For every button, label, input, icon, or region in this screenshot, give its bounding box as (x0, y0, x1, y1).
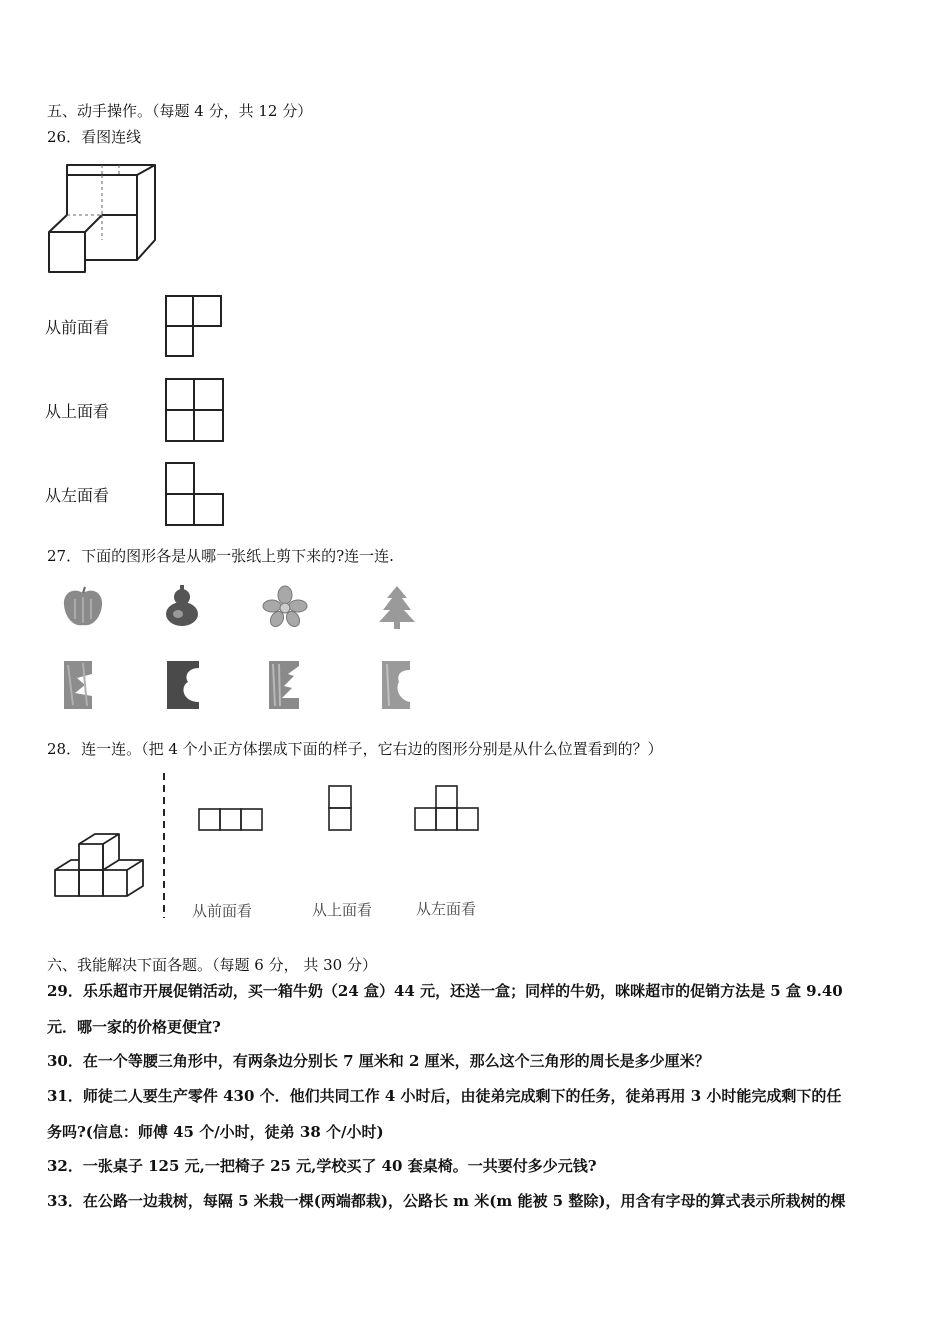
question-31-line-2: 务吗?(信息：师傅 45 个/小时，徒弟 38 个/小时) (47, 1123, 384, 1141)
question-28-title: 28．连一连。（把 4 个小正方体摆成下面的样子，它右边的图形分别是从什么位置看到的？） (47, 740, 663, 758)
q26-front-view-shape (164, 294, 224, 358)
paper-with-star-cutout-icon (63, 660, 93, 710)
question-33: 33．在公路一边栽树，每隔 5 米栽一棵(两端都栽)，公路长 m 米(m 能被 5 整除)，用含有字母的算式表示所栽树的棵 (47, 1192, 846, 1210)
question-26-title: 26．看图连线 (47, 128, 142, 146)
pine-tree-shape-icon (377, 584, 417, 630)
question-29-line-2: 元．哪一家的价格更便宜? (47, 1018, 221, 1036)
q26-top-view-shape (164, 377, 226, 443)
question-32: 32．一张桌子 125 元,一把椅子 25 元,学校买了 40 套桌椅。一共要付多少元钱? (47, 1157, 597, 1175)
question-31-line-1: 31．师徒二人要生产零件 430 个．他们共同工作 4 小时后，由徒弟完成剩下的任务，徒弟再用 3 小时能完成剩下的任 (47, 1087, 842, 1105)
q28-stacked-cubes-figure (53, 830, 153, 900)
dashed-divider (161, 773, 167, 918)
q26-left-view-shape (164, 461, 226, 527)
q28-view-label-left: 从左面看 (416, 900, 477, 918)
q28-shape-three-in-row (197, 807, 267, 833)
apple-shape-icon (61, 585, 105, 629)
q28-view-label-front: 从前面看 (192, 902, 253, 920)
q28-view-label-top: 从上面看 (312, 901, 373, 919)
section-6-heading: 六、我能解决下面各题。（每题 6 分， 共 30 分） (47, 956, 377, 974)
q26-view-label-front: 从前面看 (45, 318, 110, 337)
gourd-shape-icon (162, 584, 202, 628)
q28-shape-two-stacked (327, 784, 355, 832)
flower-shape-icon (263, 586, 307, 628)
question-27-title: 27．下面的图形各是从哪一张纸上剪下来的?连一连. (47, 547, 394, 565)
section-5-heading: 五、动手操作。（每题 4 分，共 12 分） (47, 102, 313, 120)
question-30: 30．在一个等腰三角形中，有两条边分别长 7 厘米和 2 厘米，那么这个三角形的周长是多少厘米？ (47, 1052, 710, 1070)
q26-view-label-top: 从上面看 (45, 402, 110, 421)
q28-shape-t-form (412, 784, 482, 832)
paper-with-tree-cutout-icon (268, 660, 300, 710)
q26-view-label-left: 从左面看 (45, 486, 110, 505)
paper-with-gourd-cutout-icon (166, 660, 200, 710)
paper-with-apple-cutout-icon (381, 660, 411, 710)
question-29-line-1: 29．乐乐超市开展促销活动，买一箱牛奶（24 盒）44 元，还送一盒；同样的牛奶，咪咪超市的促销方法是 5 盒 9.40 (47, 982, 843, 1000)
q26-cube-figure (47, 160, 157, 275)
